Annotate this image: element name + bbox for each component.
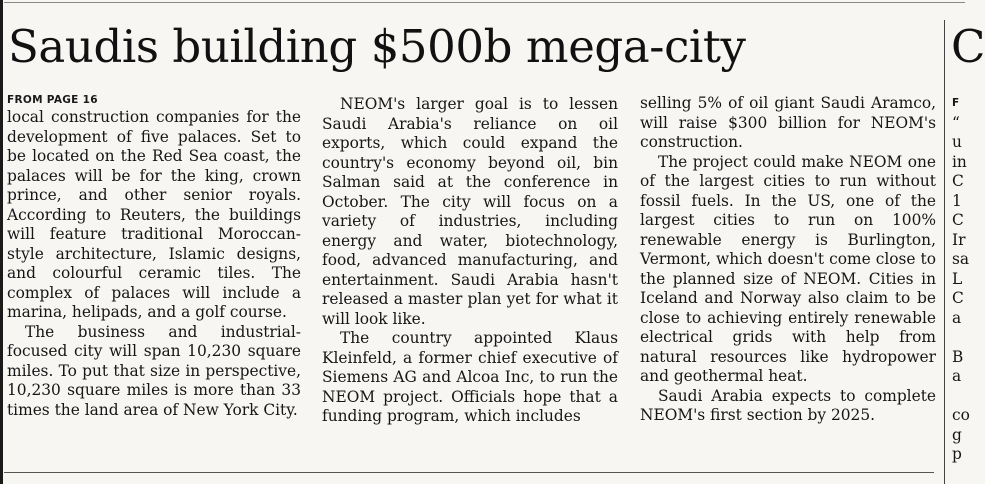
column-fragment-line: co: [952, 406, 970, 424]
column-fragment-line: B: [952, 347, 964, 366]
column-fragment-line: g: [952, 425, 962, 444]
column-fragment-line: u: [952, 133, 962, 151]
column-fragment-line: F: [952, 97, 960, 109]
article-column-2: [322, 95, 618, 427]
top-rule: [4, 2, 965, 3]
column-fragment-line: sa: [952, 250, 970, 268]
adjacent-headline-fragment: C: [951, 20, 985, 73]
column-fragment-line: [952, 328, 965, 348]
page-edge-rule: [0, 0, 3, 484]
column-fragment-line: in: [952, 152, 967, 171]
article-column-1: [7, 94, 301, 420]
paragraph: The business and industrial-focused city will span 10,230 square miles. To put that size in perspective, 10,230 square miles is more than 33 times the land area of New York City.: [7, 322, 301, 419]
article-column-3: [640, 94, 936, 426]
column-fragment-line: p: [952, 445, 962, 463]
column-separator: [944, 20, 945, 484]
bottom-rule: [4, 472, 934, 473]
paragraph: NEOM's larger goal is to lessen Saudi Arabia's reliance on oil exports, which could expand the country's economy beyond oil, bin Salman said at the conference in October. The city will focus on a variety of industries, including energy and water, biotechnology, food, advanced manufacturing, and entertainment. Saudi Arabia hasn't released a master plan yet for what it will look like.: [322, 95, 618, 328]
article-headline: Saudis building $500b mega-city: [8, 20, 746, 73]
paragraph: selling 5% of oil giant Saudi Aramco, will raise $300 billion for NEOM's construction.: [640, 94, 936, 151]
column-fragment-line: Ir: [952, 230, 966, 249]
column-fragment-line: C: [952, 289, 964, 307]
adjacent-article-column-fragment: [952, 94, 970, 465]
paragraph: Saudi Arabia expects to complete NEOM's first section by 2025.: [640, 386, 936, 424]
column-fragment-line: 1: [952, 191, 962, 210]
column-fragment-line: L: [952, 269, 963, 288]
jump-line: FROM PAGE 16: [7, 94, 98, 106]
paragraph: The country appointed Klaus Kleinfeld, a former chief executive of Siemens AG and Alcoa Inc, to run the NEOM project. Officials hope that a funding program, which includes: [322, 329, 618, 425]
column-fragment-line: [952, 387, 965, 407]
column-fragment-line: a: [952, 308, 962, 327]
column-fragment-line: a: [952, 367, 962, 385]
paragraph: The project could make NEOM one of the largest cities to run without fossil fuels. In the US, one of the largest cities to run on 100% renewable energy is Burlington, Vermont, which doesn't come close to the planned size of NEOM. Cities in Iceland and Norway also claim to be close to achieving entirely renewable electrical grids with help from natural resources like hydropower and geothermal heat.: [640, 152, 936, 385]
column-fragment-line: C: [952, 211, 964, 229]
paragraph: local construction companies for the development of five palaces. Set to be located on the Red Sea coast, the palaces will be for the king, crown prince, and other senior royals. According to Reuters, the buildings will feature traditional Moroccan-style architecture, Islamic designs, and colourful ceramic tiles. The complex of palaces will include a marina, helipads, and a golf course.: [7, 108, 301, 321]
column-fragment-line: “: [952, 113, 960, 132]
column-fragment-line: C: [952, 172, 964, 190]
